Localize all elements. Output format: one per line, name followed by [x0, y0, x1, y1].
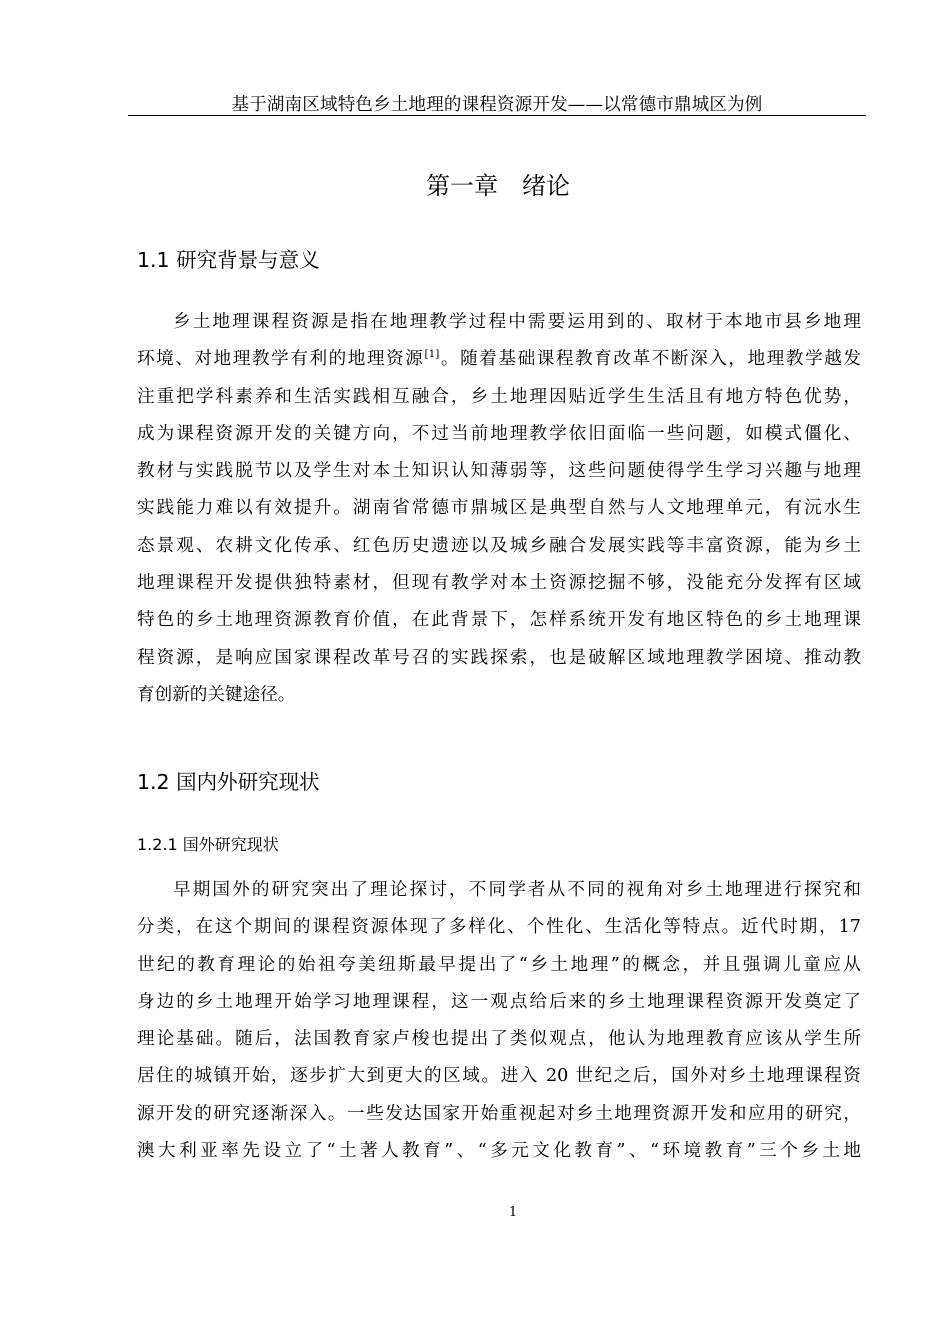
paragraph-line: 乡土地理课程资源是指在地理教学过程中需要运用到的、取材于本地市县乡地理 — [173, 312, 861, 332]
paragraph-line-start: 环境、对地理教学有利的地理资源 — [137, 349, 425, 370]
running-header: 基于湖南区域特色乡土地理的课程资源开发——以常德市鼎城区为例 — [231, 95, 763, 115]
page-number: 1 — [508, 1205, 518, 1220]
paragraph-line: 育创新的关键途径。 — [137, 684, 296, 705]
paragraph-line: 居住的城镇开始，逐步扩大到更大的区域。进入 20 世纪之后，国外对乡土地理课程资 — [137, 1066, 861, 1087]
paragraph-line: 早期国外的研究突出了理论探讨，不同学者从不同的视角对乡土地理进行探究和 — [173, 880, 861, 900]
paragraph-line: 教材与实践脱节以及学生对本土知识认知薄弱等，这些问题使得学生学习兴趣与地理 — [137, 461, 861, 482]
paragraph-line: 理论基础。随后，法国教育家卢梭也提出了类似观点，他认为地理教育应该从学生所 — [137, 1029, 861, 1050]
paragraph-line: 成为课程资源开发的关键方向，不过当前地理教学依旧面临一些问题，如模式僵化、 — [137, 423, 861, 444]
paragraph-line: 实践能力难以有效提升。湖南省常德市鼎城区是典型自然与人文地理单元，有沅水生 — [137, 498, 861, 519]
paragraph-line: 态景观、农耕文化传承、红色历史遗迹以及城乡融合发展实践等丰富资源，能为乡土 — [137, 535, 861, 556]
paragraph-line: 程资源，是响应国家课程改革号召的实践探索，也是破解区域地理教学困境、推动教 — [137, 647, 861, 668]
section-heading-1-1: 1.1 研究背景与意义 — [137, 248, 320, 272]
paragraph-line: 源开发的研究逐渐深入。一些发达国家开始重视起对乡土地理资源开发和应用的研究， — [137, 1103, 861, 1124]
citation-marker: [1] — [424, 348, 440, 361]
paragraph-line: 特色的乡土地理资源教育价值，在此背景下，怎样系统开发有地区特色的乡土地理课 — [137, 610, 861, 631]
paragraph-line-end: 。随着基础课程教育改革不断深入，地理教学越发 — [439, 349, 861, 370]
header-rule — [128, 115, 866, 116]
chapter-title: 第一章 绪论 — [426, 172, 570, 200]
paragraph-background — [137, 304, 861, 714]
paragraph-line: 澳大利亚率先设立了“土著人教育”、“多元文化教育”、“环境教育”三个乡土地 — [137, 1141, 861, 1162]
paragraph-line: 分类，在这个期间的课程资源体现了多样化、个性化、生活化等特点。近代时期，17 — [137, 917, 861, 938]
paragraph-line — [137, 341, 861, 378]
paragraph-line: 世纪的教育理论的始祖夸美纽斯最早提出了“乡土地理”的概念，并且强调儿童应从 — [137, 954, 861, 975]
paragraph-foreign-research — [137, 872, 861, 1170]
subsection-heading-1-2-1: 1.2.1 国外研究现状 — [137, 835, 279, 854]
paragraph-line: 身边的乡土地理开始学习地理课程，这一观点给后来的乡土地理课程资源开发奠定了 — [137, 991, 861, 1012]
section-heading-1-2: 1.2 国内外研究现状 — [137, 770, 320, 794]
paragraph-line: 注重把学科素养和生活实践相互融合，乡土地理因贴近学生生活且有地方特色优势， — [137, 386, 861, 407]
paragraph-line: 地理课程开发提供独特素材，但现有教学对本土资源挖掘不够，没能充分发挥有区域 — [137, 573, 861, 594]
